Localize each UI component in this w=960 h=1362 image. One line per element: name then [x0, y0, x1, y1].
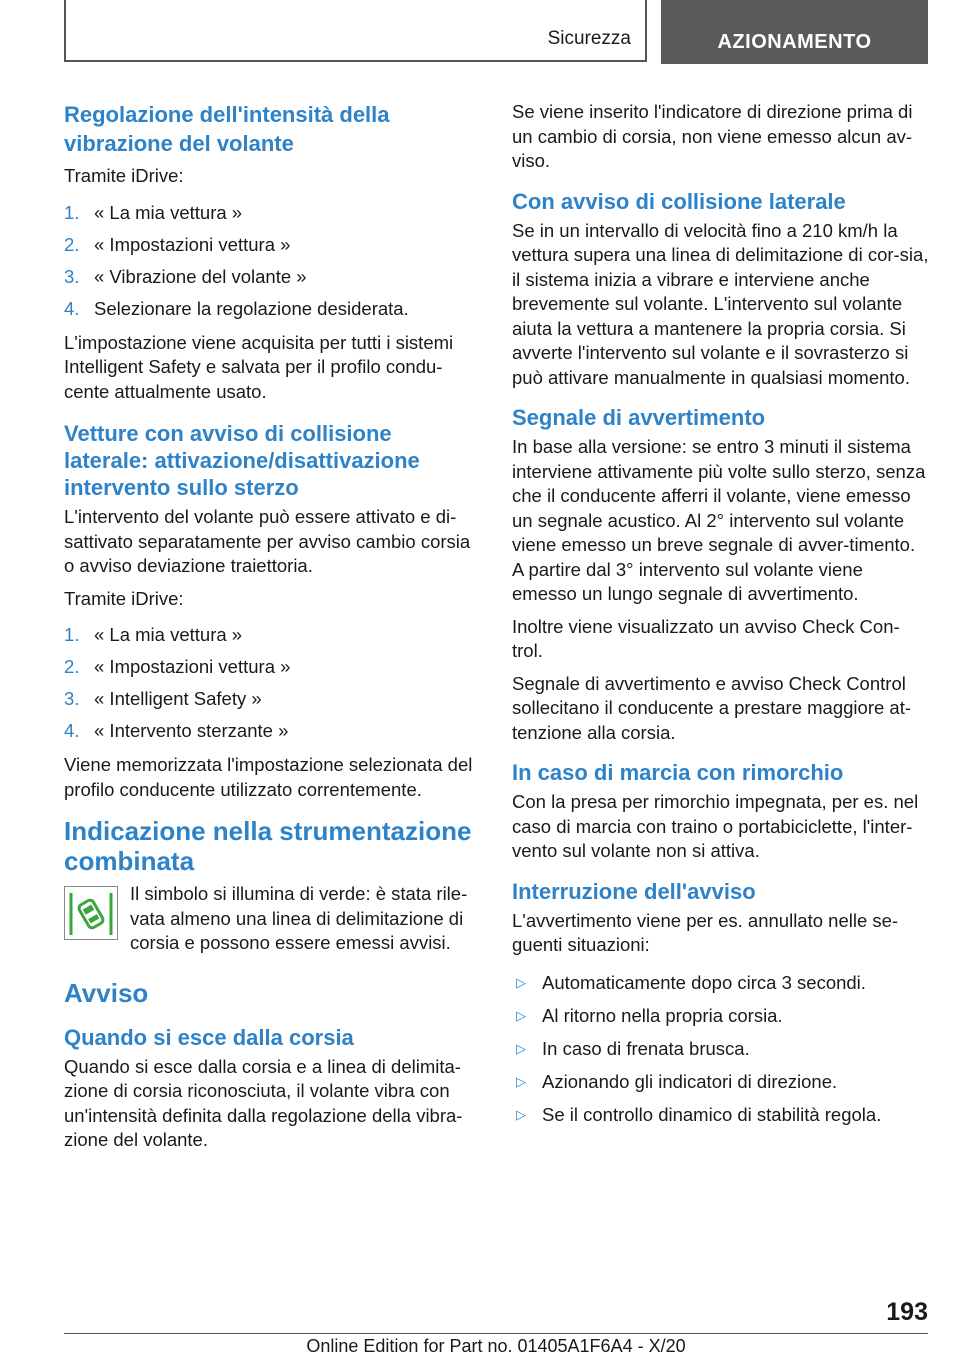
step-item: 3. « Vibrazione del volante »: [64, 265, 307, 287]
footer-edition: Online Edition for Part no. 01405A1F6A4 - X/20: [306, 1336, 686, 1356]
paragraph-setting-memorized: Viene memorizzata l'impostazione selezionata del profilo conducente utilizzato correntemente.: [64, 754, 473, 800]
heading-side-collision: Vetture con avviso di collisione laterale: attivazione/disattivazione intervento sullo sterzo: [64, 421, 420, 500]
paragraph-version-signal: In base alla versione: se entro 3 minuti il sistema interviene attivamente più volte sullo sterzo, senza che il conducente afferri il volante, viene emesso un segnale acustico. Al 2° intervento sul volante viene emesso un breve segnale di avver-timento. A partire dal 3° intervento sul volante viene emesso un lungo segnale di avvertimento.: [512, 436, 926, 604]
heading-interruption: Interruzione dell'avviso: [512, 878, 756, 904]
heading-instrument-cluster: Indicazione nella strumentazione combinata: [64, 816, 472, 876]
indicator-description: [130, 882, 482, 956]
heading-trailer: In caso di marcia con rimorchio: [512, 760, 844, 785]
header-chapter-title: AZIONAMENTO: [717, 31, 872, 53]
right-column: [512, 100, 930, 1135]
triangle-right-icon: ▷: [516, 1073, 526, 1089]
heading-vibration-intensity: Regolazione dell'intensità della vibrazione del volante: [64, 102, 390, 156]
step-item: 1. « La mia vettura »: [64, 624, 243, 645]
header-section-title: Sicurezza: [547, 28, 631, 49]
indicator-row: [64, 882, 482, 956]
triangle-right-icon: ▷: [516, 1040, 526, 1056]
step-item: 4. Selezionare la regolazione desiderata.: [64, 297, 409, 319]
footer-divider: [64, 1333, 928, 1334]
list-item: ▷ Azionando gli indicatori di direzione.: [512, 1065, 930, 1098]
paragraph-check-control: Inoltre viene visualizzato un avviso Check Con-trol.: [512, 615, 900, 661]
heading-leaving-lane: Quando si esce dalla corsia: [64, 1024, 354, 1050]
paragraph-settings-saved: L'impostazione viene acquisita per tutti i sistemi Intelligent Safety e salvata per il profilo condu-cente attualmente usato.: [64, 331, 454, 402]
paragraph-idrive-2: Tramite iDrive:: [64, 587, 184, 609]
paragraph-turn-indicator: Se viene inserito l'indicatore di direzione prima di un cambio di corsia, non viene emesso alcun av-viso.: [512, 101, 913, 171]
paragraph-attention: Segnale di avvertimento e avviso Check Control sollecitano il conducente a prestare maggiore at-tenzione alla corsia.: [512, 672, 912, 743]
list-item: ▷ Se il controllo dinamico di stabilità regola.: [512, 1098, 930, 1131]
heading-side-collision-warning: Con avviso di collisione laterale: [512, 188, 846, 214]
left-column: [64, 100, 482, 1161]
list-item: ▷ In caso di frenata brusca.: [512, 1032, 930, 1065]
heading-warning: Avviso: [64, 977, 149, 1008]
paragraph-symbol-green: Il simbolo si illumina di verde: è stata rile-vata almeno una linea di delimitazione di corsia e possono essere emessi avvisi.: [130, 883, 468, 953]
step-item: 1. « La mia vettura »: [64, 201, 243, 223]
paragraph-interruption: L'avvertimento viene per es. annullato nelle se-guenti situazioni:: [512, 909, 899, 955]
paragraph-trailer: Con la presa per rimorchio impegnata, per es. nel caso di marcia con traino o portabiciclette, l'inter-vento sul volante non si attiva.: [512, 791, 919, 861]
header-chapter-box: [661, 0, 928, 64]
steps-list-intervention: [64, 619, 482, 747]
triangle-right-icon: ▷: [516, 1007, 526, 1023]
header-section-box: [64, 0, 647, 62]
list-item: ▷ Al ritorno nella propria corsia.: [512, 999, 930, 1032]
paragraph-steering-intervention: L'intervento del volante può essere attivato e di-sattivato separatamente per avviso cambio corsia o avviso deviazione traiettoria.: [64, 506, 471, 576]
step-item: 3. « Intelligent Safety »: [64, 688, 262, 709]
step-item: 2. « Impostazioni vettura »: [64, 656, 291, 677]
step-item: 4. « Intervento sterzante »: [64, 720, 289, 741]
triangle-right-icon: ▷: [516, 974, 526, 990]
lane-departure-warning-icon: [64, 886, 118, 940]
triangle-right-icon: ▷: [516, 1106, 526, 1122]
step-item: 2. « Impostazioni vettura »: [64, 233, 291, 255]
interruption-list: [512, 966, 930, 1131]
page-header: [64, 0, 928, 64]
list-item: ▷ Automaticamente dopo circa 3 secondi.: [512, 966, 930, 999]
page-number: 193: [886, 1298, 928, 1326]
heading-warning-signal: Segnale di avvertimento: [512, 405, 766, 430]
paragraph-speed-range: Se in un intervallo di velocità fino a 210 km/h la vettura supera una linea di delimitazione di cor-sia, il sistema inizia a vibrare e interviene anche brevemente sul volante. L'intervento sul volante aiuta la vettura a mantenere la propria corsia. Si avverte l'intervento sul volante e il sovrasterzo si può attivare manualmente in qualsiasi momento.: [512, 219, 929, 388]
steps-list-vibration: [64, 197, 482, 325]
paragraph-idrive-1: Tramite iDrive:: [64, 165, 184, 186]
paragraph-leaving-lane: Quando si esce dalla corsia e a linea di delimita-zione di corsia riconosciuta, il volante vibra con un'intensità definita dalla regolazione della vibra-zione del volante.: [64, 1055, 463, 1150]
